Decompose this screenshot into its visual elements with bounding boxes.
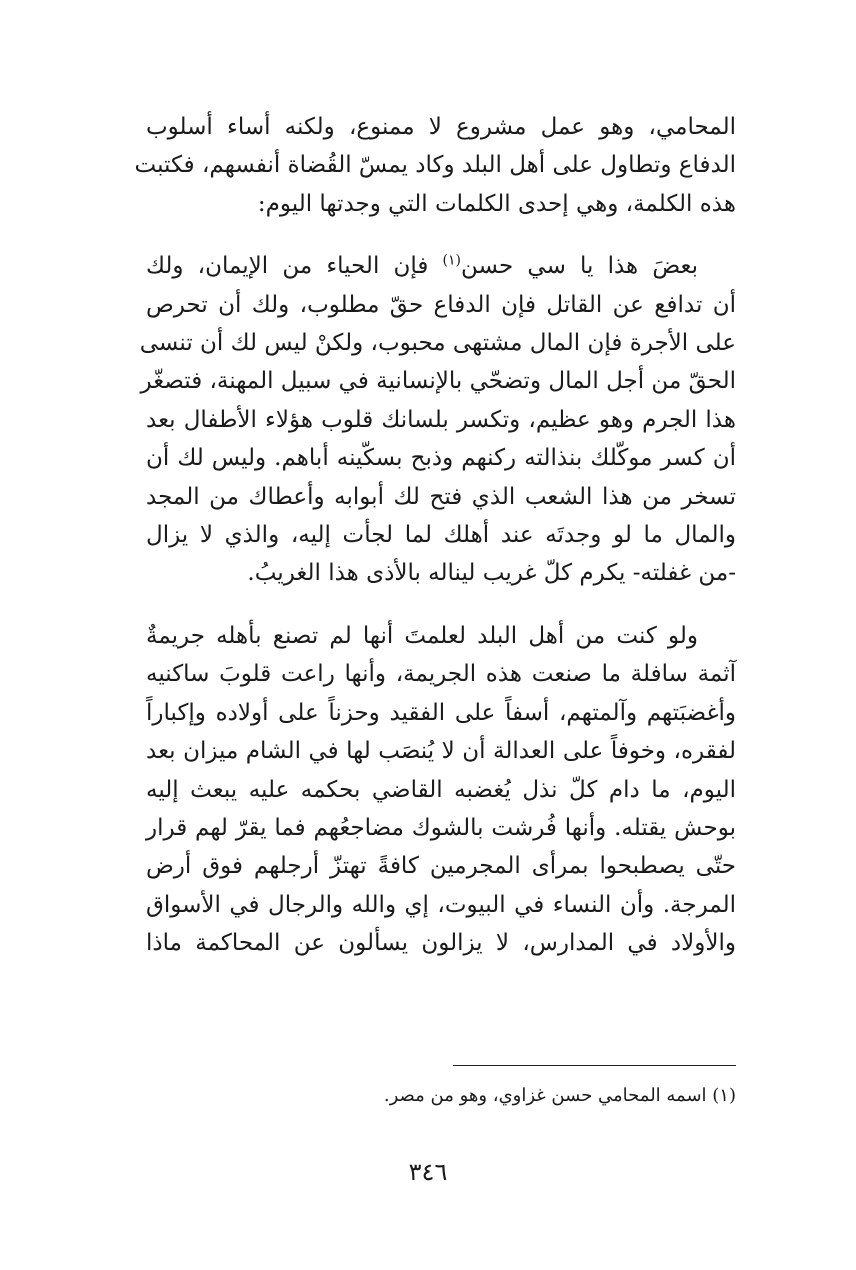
text-segment: بعضَ هذا يا سي حسن xyxy=(461,253,699,280)
paragraph-3 xyxy=(146,617,736,963)
text-line: الحقّ من أجل المال وتضحّي بالإنسانية في سبيل المهنة، فتصغّر xyxy=(140,368,736,395)
text-segment: فإن الحياء من الإيمان، ولك xyxy=(146,253,443,280)
text-line: وأغضبَتهم وآلمتهم، أسفاً على الفقيد وحزناً على أولاده وإكباراً xyxy=(146,699,736,726)
footnote-reference: (١) xyxy=(442,252,462,269)
text-line: هذه الكلمة، وهي إحدى الكلمات التي وجدتها اليوم: xyxy=(257,190,736,217)
text-line: لفقره، وخوفاً على العدالة أن لا يُنصَب لها في الشام ميزان بعد xyxy=(146,738,736,765)
text-line: بوحش يقتله. وأنها فُرشت بالشوك مضاجعُهم فما يقرّ لهم قرار xyxy=(146,814,736,841)
paragraph-1 xyxy=(134,108,736,223)
text-line: هذا الجرم وهو عظيم، وتكسر بلسانك قلوب هؤلاء الأطفال بعد xyxy=(146,406,736,433)
text-line: -من غفلته- يكرم كلّ غريب ليناله بالأذى هذا الغريبُ. xyxy=(247,560,736,587)
text-line: المحامي، وهو عمل مشروع لا ممنوع، ولكنه أساء أسلوب xyxy=(146,114,736,140)
text-line xyxy=(146,247,736,285)
text-line: ولو كنت من أهل البلد لعلمتَ أنها لم تصنع بأهله جريمةٌ xyxy=(146,622,698,649)
footnote-divider xyxy=(453,1065,736,1066)
text-line: على الأجرة فإن المال مشتهى محبوب، ولكنْ ليس لك أن تنسى xyxy=(139,330,736,357)
text-line: حتّى يصطبحوا بمرأى المجرمين كافةً تهتزّ أرجلهم فوق أرض xyxy=(146,853,736,880)
text-line: والأولاد في المدارس، لا يزالون يسألون عن المحاكمة ماذا xyxy=(146,930,736,957)
paragraph-2 xyxy=(139,247,736,593)
text-line: آثمة سافلة ما صنعت هذه الجريمة، وأنها راعت قلوبَ ساكنيه xyxy=(146,661,736,688)
page-number: ٣٤٦ xyxy=(408,1158,448,1186)
text-line: والمال ما لو وجدتَه عند أهلك لما لجأت إليه، والذي لا يزال xyxy=(146,522,736,549)
text-line: الدفاع وتطاول على أهل البلد وكاد يمسّ القُضاة أنفسهم، فكتبت xyxy=(134,152,736,179)
page-body xyxy=(134,108,736,963)
text-line: اليوم، ما دام كلّ نذل يُغضبه القاضي بحكمه عليه يبعث إليه xyxy=(146,776,736,803)
footnote: (١) اسمه المحامي حسن غزاوي، وهو من مصر. xyxy=(383,1085,736,1106)
text-line: أن تدافع عن القاتل فإن الدفاع حقّ مطلوب، ولك أن تحرص xyxy=(146,291,736,318)
text-line: تسخر من هذا الشعب الذي فتح لك أبوابه وأعطاك من المجد xyxy=(146,483,736,510)
text-line: أن كسر موكّلك بنذالته ركنهم وذبح بسكّينه أباهم. وليس لك أن xyxy=(146,445,736,472)
text-line: المرجة. وأن النساء في البيوت، إي والله والرجال في الأسواق xyxy=(146,891,736,918)
